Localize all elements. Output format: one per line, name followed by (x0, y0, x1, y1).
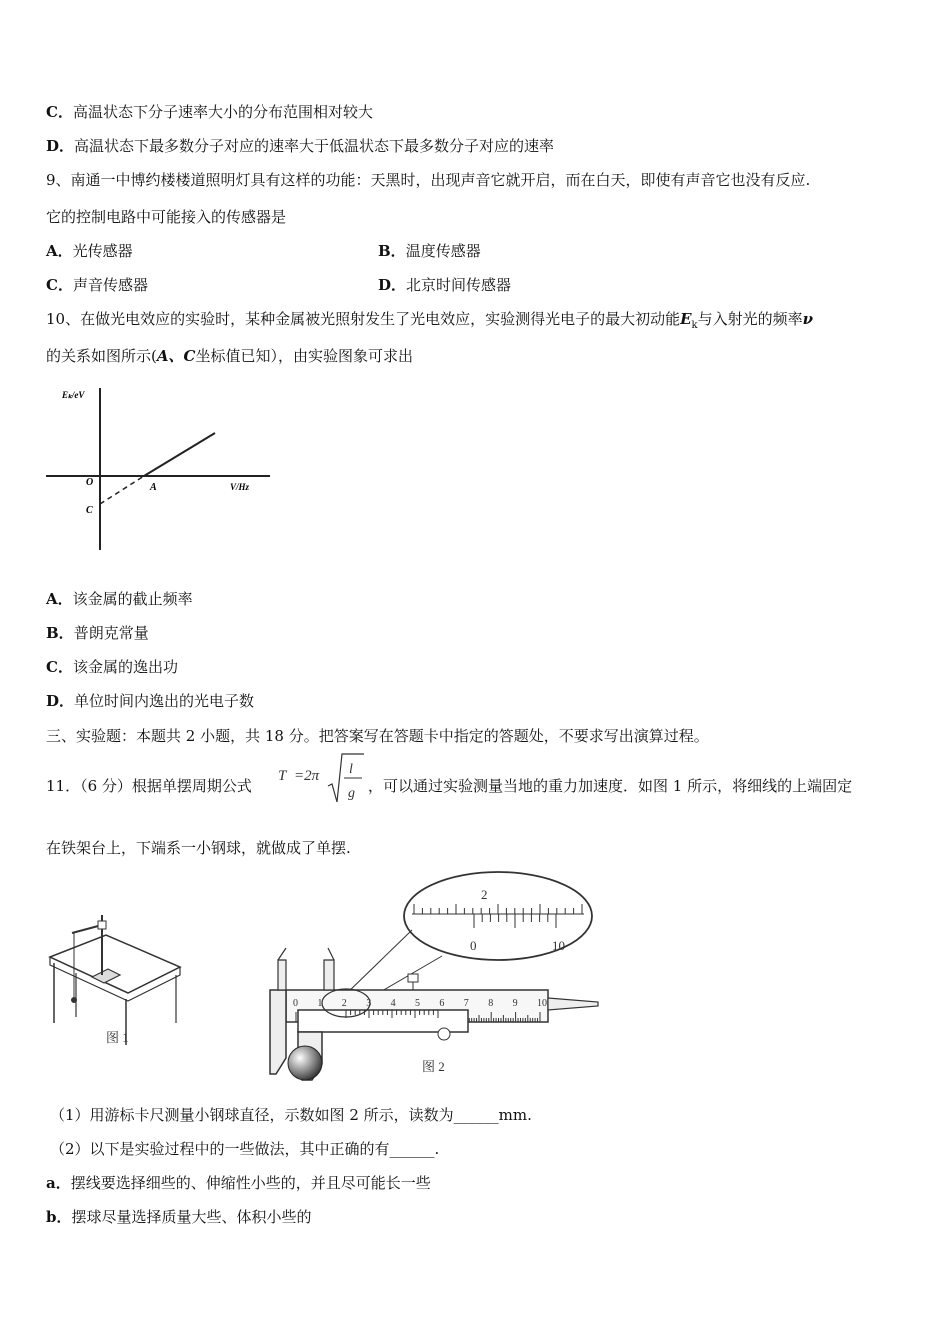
zoom-vernier-label-0: 0 (470, 938, 477, 953)
fig2-caption: 图 2 (422, 1059, 445, 1074)
svg-text:T: T (278, 768, 287, 784)
figure-1-pendulum (46, 905, 186, 1050)
main-scale-label: 4 (390, 998, 396, 1009)
main-scale-label: 6 (439, 998, 445, 1009)
main-scale-label: 3 (366, 998, 372, 1009)
q8-option-d: D．高温状态下最多数分子对应的速率大于低温状态下最多数分子对应的速率 (46, 137, 555, 155)
main-scale-label: 7 (463, 998, 469, 1009)
q11-stem-line1-a: 11．（6 分）根据单摆周期公式 (46, 777, 252, 795)
main-scale-label: 10 (537, 998, 547, 1009)
svg-text:=2π: =2π (294, 768, 320, 784)
origin-label: O (86, 477, 94, 488)
photoelectric-graph (40, 380, 280, 560)
q9-option-d: D．北京时间传感器 (378, 276, 512, 294)
svg-text:l: l (349, 762, 353, 777)
q11-stem-line2: 在铁架台上，下端系一小钢球，就做成了单摆. (46, 839, 351, 857)
zoom-main-label: 2 (481, 887, 488, 902)
q8-option-c: C．高温状态下分子速率大小的分布范围相对较大 (46, 103, 373, 121)
main-scale-label: 5 (415, 998, 420, 1009)
fig1-caption: 图 1 (106, 1030, 129, 1045)
q10-option-d: D．单位时间内逸出的光电子数 (46, 692, 255, 710)
q11-part-1: （1）用游标卡尺测量小钢球直径，示数如图 2 所示，读数为______mm. (50, 1106, 532, 1124)
q10-stem-line1: 10、在做光电效应的实验时，某种金属被光照射发生了光电效应，实验测得光电子的最大初动能$E_k$与入射光的频率ν (46, 310, 814, 331)
q9-stem-line1: 9、南通一中博约楼楼道照明灯具有这样的功能：天黑时，出现声音它就开启，而在白天，即使有声音它也没有反应. (46, 171, 811, 189)
q10-option-c: C．该金属的逸出功 (46, 658, 178, 676)
q11-stem-line1-b: ，可以通过实验测量当地的重力加速度．如图 1 所示，将细线的上端固定 (368, 777, 853, 795)
section-3-heading: 三、实验题：本题共 2 小题，共 18 分。把答案写在答题卡中指定的答题处，不要求写出演算过程。 (46, 727, 709, 745)
q11-option-b: b．摆球尽量选择质量大些、体积小些的 (46, 1208, 312, 1226)
main-scale-label: 9 (512, 998, 518, 1009)
x-axis-label: V/Hz (230, 482, 250, 492)
q10-stem-line2: 的关系如图所示(A、C坐标值已知），由实验图象可求出 (46, 347, 413, 365)
q11-option-a: a．摆线要选择细些的、伸缩性小些的，并且尽可能长一些 (46, 1174, 431, 1192)
main-scale-label: 1 (317, 998, 323, 1009)
ek-line (144, 433, 215, 476)
q9-stem-line2: 它的控制电路中可能接入的传感器是 (46, 208, 287, 226)
main-scale-label: 8 (488, 998, 494, 1009)
q10-option-a: A．该金属的截止频率 (46, 590, 193, 608)
main-scale-label: 2 (341, 998, 347, 1009)
figure-2-vernier-caliper (262, 868, 602, 1086)
main-scale-label: 0 (293, 998, 298, 1009)
steel-ball (288, 1046, 322, 1080)
svg-text:g: g (348, 786, 355, 801)
q11-part-2: （2）以下是实验过程中的一些做法，其中正确的有______. (50, 1140, 440, 1158)
point-a-label: A (150, 482, 157, 493)
q9-option-b: B．温度传感器 (378, 242, 481, 260)
y-axis-label: Eₖ/eV (62, 390, 85, 400)
pendulum-formula (276, 750, 368, 806)
point-c-label: C (86, 505, 93, 516)
q9-option-a: A．光传感器 (46, 242, 133, 260)
ek-line-extension (100, 476, 144, 504)
zoom-vernier-label-10: 10 (552, 938, 565, 953)
q9-option-c: C．声音传感器 (46, 276, 148, 294)
q10-option-b: B．普朗克常量 (46, 624, 149, 642)
